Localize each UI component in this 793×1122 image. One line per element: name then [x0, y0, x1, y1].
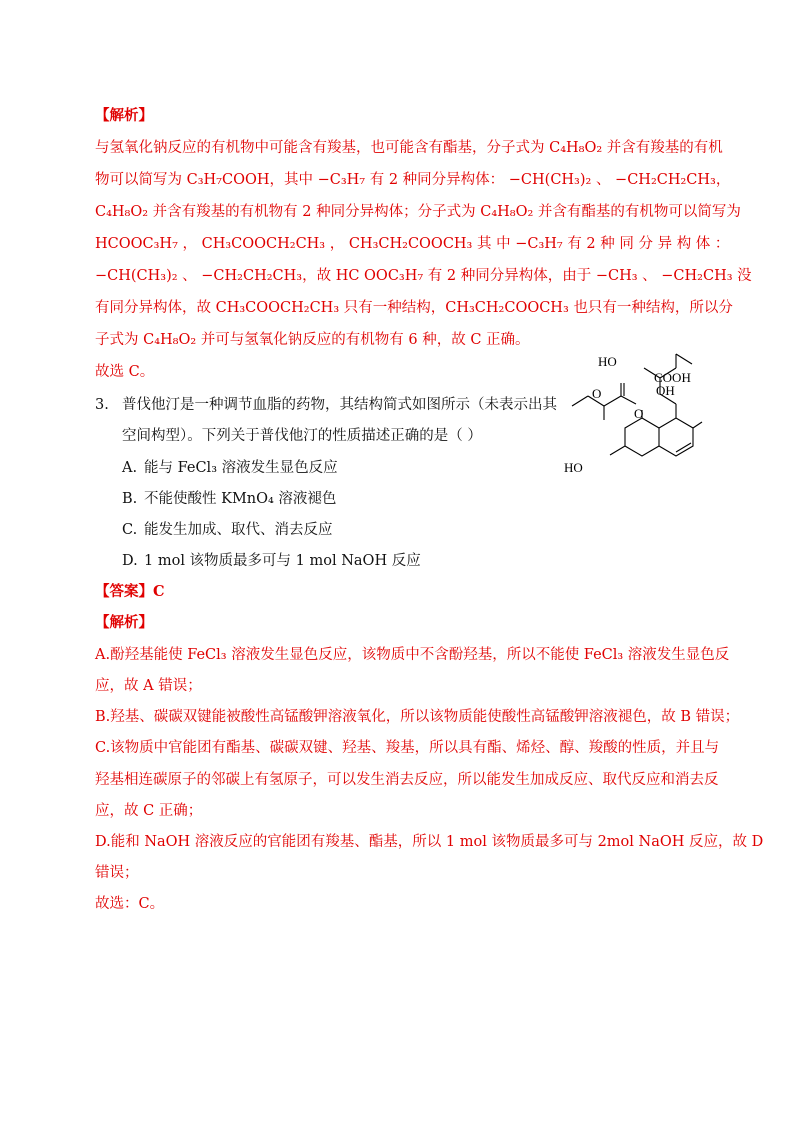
label-ho-top: HO: [598, 354, 617, 369]
option-c-text: 能发生加成、取代、消去反应: [144, 522, 333, 538]
answer-heading: 【答案】: [95, 583, 153, 600]
analysis-1-line-3: C₄H₈O₂ 并含有羧基的有机物有 2 种同分异构体；分子式为 C₄H₈O₂ 并含有酯基的有机物可以简写为: [95, 204, 741, 220]
answer-line: [95, 582, 705, 602]
option-c: [122, 520, 542, 540]
label-o-carbonyl: O: [592, 386, 602, 401]
option-d-label: D.: [122, 553, 138, 569]
analysis-2-conclusion: 故选：C。: [95, 896, 165, 912]
option-d: [122, 551, 542, 571]
option-b: [122, 489, 542, 509]
analysis-2-line-7: D.能和 NaOH 溶液反应的官能团有羧基、酯基，所以 1 mol 该物质最多可与 2mol NaOH 反应，故 D: [95, 834, 764, 850]
answer-value: C: [153, 583, 165, 600]
label-oh: OH: [656, 383, 675, 398]
analysis-2-line-1: A.酚羟基能使 FeCl₃ 溶液发生显色反应，该物质中不含酚羟基，所以不能使 FeCl₃ 溶液发生显色反: [95, 647, 730, 663]
option-a-label: A.: [122, 460, 138, 476]
analysis-1-line-5: −CH(CH₃)₂ 、 −CH₂CH₂CH₃，故 HC OOC₃H₇ 有 2 种同分异构体，由于 −CH₃ 、 −CH₂CH₃ 没: [95, 268, 752, 284]
question-number: 3.: [95, 397, 109, 413]
label-cooh: COOH: [654, 370, 691, 385]
analysis-2-line-5: 羟基相连碳原子的邻碳上有氢原子，可以发生消去反应，所以能发生加成反应、取代反应和消去反: [95, 772, 719, 788]
analysis-1-line-7: 子式为 C₄H₈O₂ 并可与氢氧化钠反应的有机物有 6 种，故 C 正确。: [95, 332, 530, 348]
option-c-label: C.: [122, 522, 138, 538]
analysis-1-line-2: 物可以简写为 C₃H₇COOH，其中 −C₃H₇ 有 2 种同分异构体： −CH(CH₃)₂ 、 −CH₂CH₂CH₃，: [95, 172, 731, 188]
analysis-1-line-6: 有同分异构体，故 CH₃COOCH₂CH₃ 只有一种结构，CH₃CH₂COOCH₃ 也只有一种结构，所以分: [95, 300, 733, 316]
option-a: [122, 458, 542, 478]
option-d-text: 1 mol 该物质最多可与 1 mol NaOH 反应: [144, 553, 421, 569]
analysis-heading-1: 【解析】: [95, 107, 153, 124]
analysis-2-line-2: 应，故 A 错误；: [95, 678, 202, 694]
option-a-text: 能与 FeCl₃ 溶液发生显色反应: [144, 460, 338, 476]
analysis-1-line-1: 与氢氧化钠反应的有机物中可能含有羧基，也可能含有酯基，分子式为 C₄H₈O₂ 并含有羧基的有机: [95, 140, 723, 156]
label-ho-bottom: HO: [564, 460, 583, 475]
question-stem-line-1: 普伐他汀是一种调节血脂的药物，其结构简式如图所示（未表示出其: [122, 397, 557, 413]
question-stem-line-2: 空间构型）。下列关于普伐他汀的性质描述正确的是（ ）: [122, 428, 482, 444]
analysis-1-conclusion: 故选 C。: [95, 364, 155, 380]
analysis-2-line-8: 错误；: [95, 865, 139, 881]
analysis-heading-2: 【解析】: [95, 614, 153, 631]
pravastatin-structure-diagram: [552, 346, 712, 486]
analysis-2-line-6: 应，故 C 正确；: [95, 803, 203, 819]
label-o-ester: O: [634, 406, 644, 421]
analysis-1-line-4: HCOOC₃H₇ ， CH₃COOCH₂CH₃ ， CH₃CH₂COOCH₃ 其 中 −C₃H₇ 有 2 种 同 分 异 构 体 ：: [95, 236, 730, 252]
option-b-text: 不能使酸性 KMnO₄ 溶液褪色: [144, 491, 337, 507]
analysis-2-line-3: B.羟基、碳碳双键能被酸性高锰酸钾溶液氧化，所以该物质能使酸性高锰酸钾溶液褪色，故 B 错误；: [95, 709, 740, 725]
option-b-label: B.: [122, 491, 138, 507]
analysis-2-line-4: C.该物质中官能团有酯基、碳碳双键、羟基、羧基，所以具有酯、烯烃、醇、羧酸的性质，并且与: [95, 740, 720, 756]
